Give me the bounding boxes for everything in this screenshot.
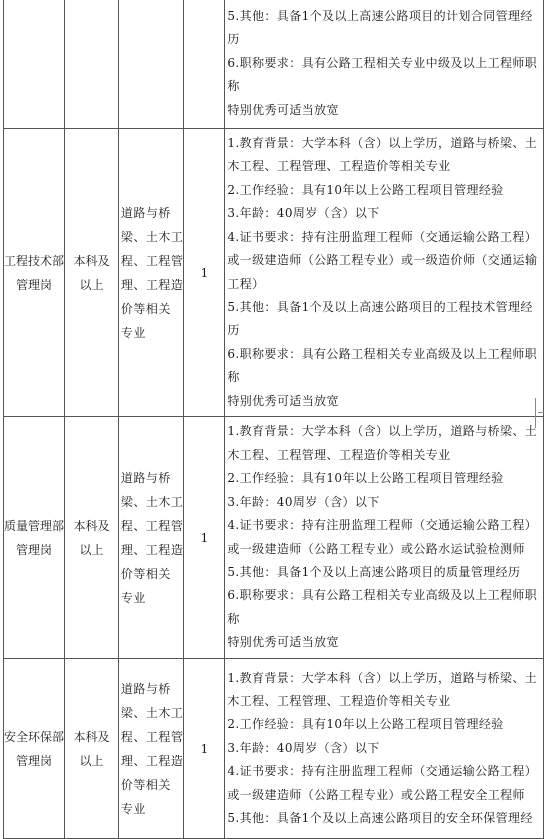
position-cell-line: 管理岗 xyxy=(16,277,53,292)
requirements-cell-line: 称 xyxy=(227,79,240,94)
major-cell xyxy=(118,417,184,659)
position-cell xyxy=(4,417,65,659)
requirements-cell-line: 木工程、工程管理、工程造价等相关专业 xyxy=(227,159,451,174)
requirements-cell-line: 1.教育背景：大学本科（含）以上学历，道路与桥梁、土 xyxy=(227,136,538,151)
requirements-cell-line: 4.证书要求：持有注册监理工程师（交通运输公路工程） xyxy=(227,764,538,779)
requirements-cell-line: 2.工作经验：具有10年以上公路工程项目管理经验 xyxy=(227,717,504,732)
requirements-cell-line: 6.职称要求：具有公路工程相关专业中级及以上工程师职 xyxy=(227,55,538,70)
major-cell-line: 梁、土木工 xyxy=(120,494,184,509)
major-cell-line: 道路与桥 xyxy=(120,205,171,220)
position-cell xyxy=(4,129,65,417)
table-row xyxy=(4,0,544,129)
requirements-cell xyxy=(225,659,544,839)
position-cell-line: 安全环保部 xyxy=(4,729,65,744)
position-cell-line: 管理岗 xyxy=(16,753,53,768)
headcount-cell: 1 xyxy=(184,659,225,839)
requirements-cell-line: 5.其他：具备1个及以上高速公路项目的计划合同管理经 xyxy=(227,8,533,23)
requirements-cell-line: 4.证书要求：持有注册监理工程师（交通运输公路工程） xyxy=(227,229,538,244)
major-cell-line: 程、工程管 xyxy=(120,729,184,744)
position-cell xyxy=(4,659,65,839)
requirements-cell-line: 或一级建造师（公路工程专业）或公路工程安全工程师 xyxy=(227,787,525,802)
major-cell-line: 理、工程造 xyxy=(120,277,184,292)
requirements-cell-line: 2.工作经验：具有10年以上公路工程项目管理经验 xyxy=(227,471,504,486)
table-row xyxy=(4,659,544,839)
requirements-cell-line: 木工程、工程管理、工程造价等相关专业 xyxy=(227,693,451,708)
requirements-cell-line: 6.职称要求：具有公路工程相关专业高级及以上工程师职 xyxy=(227,346,538,361)
major-cell-line: 理、工程造 xyxy=(120,542,184,557)
table-row xyxy=(4,417,544,659)
position-cell xyxy=(4,0,65,129)
education-cell-line: 本科及 xyxy=(73,729,110,744)
requirements-cell-line: 木工程、工程管理、工程造价等相关专业 xyxy=(227,447,451,462)
position-cell-line: 工程技术部 xyxy=(4,253,65,268)
major-cell-line: 梁、土木工 xyxy=(120,229,184,244)
requirements-cell xyxy=(225,129,544,417)
education-cell-line: 本科及 xyxy=(73,253,110,268)
requirements-cell-line: 4.证书要求：持有注册监理工程师（交通运输公路工程） xyxy=(227,518,538,533)
education-cell xyxy=(65,129,119,417)
requirements-cell-line: 3.年龄：40周岁（含）以下 xyxy=(227,206,380,221)
requirements-cell-line: 特别优秀可适当放宽 xyxy=(227,102,339,117)
requirements-cell-line: 6.职称要求：具有公路工程相关专业高级及以上工程师职 xyxy=(227,588,538,603)
requirements-cell-line: 特别优秀可适当放宽 xyxy=(227,393,339,408)
education-cell xyxy=(65,659,119,839)
major-cell xyxy=(118,0,184,129)
major-cell-line: 程、工程管 xyxy=(120,518,184,533)
major-cell-line: 价等相关 xyxy=(120,777,171,792)
major-cell-line: 专业 xyxy=(120,590,146,605)
major-cell-line: 专业 xyxy=(120,325,146,340)
headcount-cell: 1 xyxy=(184,129,225,417)
education-cell-line: 以上 xyxy=(79,753,104,768)
requirements-cell xyxy=(225,417,544,659)
education-cell-line: 以上 xyxy=(79,277,104,292)
major-cell-line: 价等相关 xyxy=(120,301,171,316)
education-cell-line: 以上 xyxy=(79,542,104,557)
requirements-cell-line: 3.年龄：40周岁（含）以下 xyxy=(227,494,380,509)
major-cell xyxy=(118,659,184,839)
headcount-cell: 1 xyxy=(184,417,225,659)
table-body xyxy=(4,0,544,839)
major-cell xyxy=(118,129,184,417)
requirements-cell-line: 工程） xyxy=(227,276,265,291)
table-row xyxy=(4,129,544,417)
requirements-cell-line: 特别优秀可适当放宽 xyxy=(227,635,339,650)
requirements-cell-line: 1.教育背景：大学本科（含）以上学历，道路与桥梁、土 xyxy=(227,424,538,439)
major-cell-line: 理、工程造 xyxy=(120,753,184,768)
requirements-cell-line: 2.工作经验：具有10年以上公路工程项目管理经验 xyxy=(227,182,504,197)
requirements-cell-line: 3.年龄：40周岁（含）以下 xyxy=(227,740,380,755)
major-cell-line: 梁、土木工 xyxy=(120,705,184,720)
requirements-cell-line: 1.教育背景：大学本科（含）以上学历，道路与桥梁、土 xyxy=(227,670,538,685)
requirements-cell-line: 历 xyxy=(227,32,240,47)
major-cell-line: 程、工程管 xyxy=(120,253,184,268)
education-cell xyxy=(65,0,119,129)
requirements-cell-line: 5.其他：具备1个及以上高速公路项目的安全环保管理经 xyxy=(227,811,533,826)
education-cell xyxy=(65,417,119,659)
requirements-cell-line: 5.其他：具备1个及以上高速公路项目的工程技术管理经 xyxy=(227,299,533,314)
requirements-cell-line: 历 xyxy=(227,323,240,338)
page-edge-marker xyxy=(535,398,544,428)
requirements-cell-line: 5.其他：具备1个及以上高速公路项目的质量管理经历 xyxy=(227,564,521,579)
major-cell-line: 专业 xyxy=(120,801,146,816)
requirements-cell-line: 或一级建造师（公路工程专业）或一级造价师（交通运输 xyxy=(227,253,538,268)
education-cell-line: 本科及 xyxy=(73,518,110,533)
requirements-cell-line: 或一级建造师（公路工程专业）或公路水运试验检测师 xyxy=(227,541,525,556)
requirements-cell-line: 称 xyxy=(227,370,240,385)
major-cell-line: 价等相关 xyxy=(120,566,171,581)
major-cell-line: 道路与桥 xyxy=(120,681,171,696)
requirements-cell-line: 称 xyxy=(227,611,240,626)
job-requirements-table xyxy=(3,0,544,839)
major-cell-line: 道路与桥 xyxy=(120,470,171,485)
requirements-cell xyxy=(225,0,544,129)
position-cell-line: 管理岗 xyxy=(16,542,53,557)
headcount-cell xyxy=(184,0,225,129)
position-cell-line: 质量管理部 xyxy=(4,518,65,533)
